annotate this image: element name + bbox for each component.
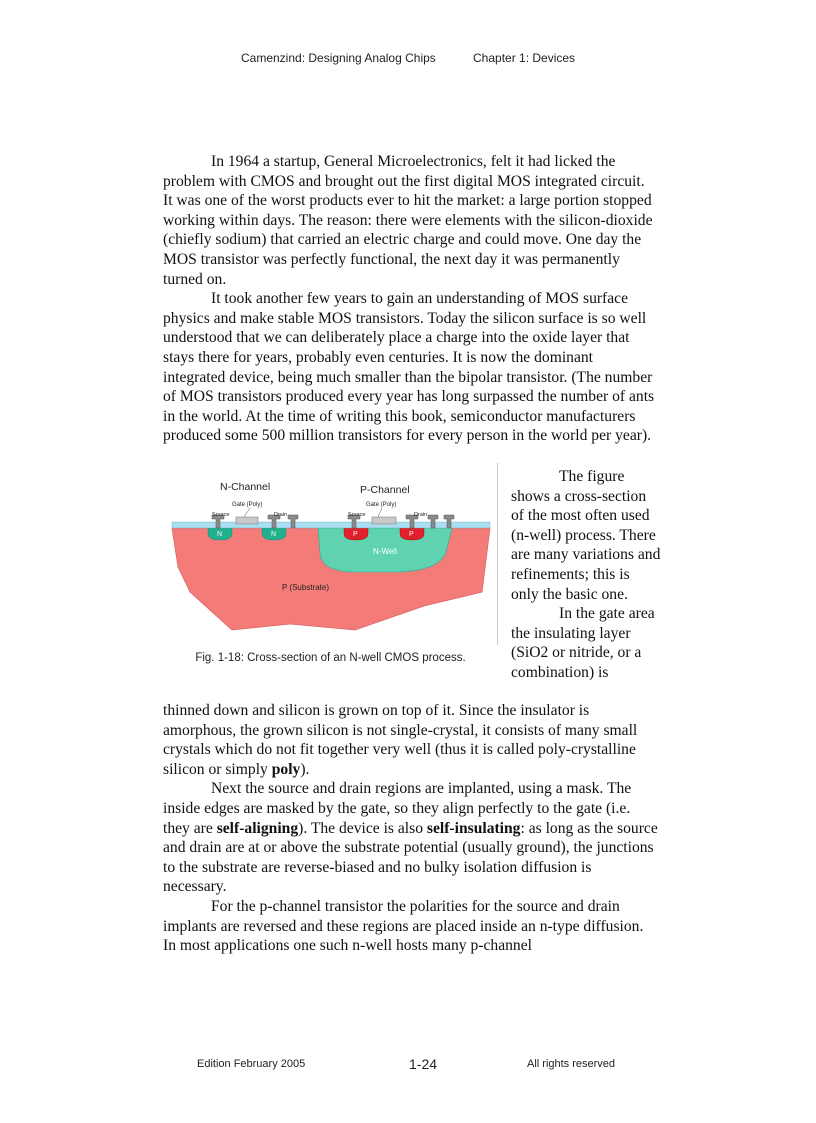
- paragraph-6: For the p-channel transistor the polarities for the source and drain implants are reversed and these regions are placed inside an n-type diffusion. In most applications one such n-well hosts many p-channel: [163, 897, 644, 955]
- figure-caption: Fig. 1-18: Cross-section of an N-well CMOS process.: [195, 652, 466, 664]
- term-poly: poly: [271, 760, 301, 778]
- label-nwell: N-Well: [373, 547, 397, 556]
- footer-rights: All rights reserved: [527, 1058, 616, 1070]
- body-text-top: [163, 152, 658, 446]
- header-left-title: Camenzind: Designing Analog Chips: [241, 51, 436, 65]
- leader-p-gate: [378, 508, 382, 517]
- cmos-cross-section-figure: [170, 472, 494, 642]
- p5-text-c: : as long as the source and drain are at or above the substrate potential (usually ground), the junctions to the substrate are reverse-biased and no bulky isolation diffusion is necessary.: [163, 819, 658, 896]
- label-n-drain-region: N: [271, 531, 277, 538]
- label-p-gate: Gate (Poly): [366, 502, 397, 508]
- label-p-drain: Drain: [414, 512, 428, 518]
- p4-text-b: ).: [300, 760, 310, 778]
- label-p-source-region: P: [353, 531, 358, 538]
- paragraph-4-continued: [163, 701, 658, 779]
- p-gate: [372, 517, 396, 524]
- label-substrate: P (Substrate): [282, 583, 329, 592]
- label-p-channel: P-Channel: [360, 484, 410, 496]
- term-self-aligning: self-aligning: [216, 819, 299, 837]
- p5-text-a: Next the source and drain regions are implanted, using a mask. The inside edges are masked by the gate, so they align perfectly to the gate (i.e. they are: [163, 780, 632, 837]
- header-chapter: Chapter 1: Devices: [473, 51, 576, 65]
- body-text-bottom: [163, 701, 658, 956]
- paragraph-1: In 1964 a startup, General Microelectronics, felt it had licked the problem with CMOS and brought out the first digital MOS integrated circuit. It was one of the worst products ever to hit the market: a large portion stopped working within days. The reason: there were elements with the silicon-dioxide (chiefly sodium) that carried an electric charge and could move. One day the MOS transistor was perfectly functional, the next day it was permanently turned on.: [163, 153, 653, 288]
- label-p-source: Source: [348, 512, 366, 518]
- column-divider: [497, 463, 498, 645]
- paragraph-2: It took another few years to gain an understanding of MOS surface physics and make stable MOS transistors. Today the silicon surface is so well understood that we can deliberately place a charge into the oxide layer that stays there for years, probably even centuries. It is now the dominant integrated device, being much smaller than the bipolar transistor. (The number of MOS transistors produced every year has long surpassed the number of ants in the world. At the time of writing this book, semiconductor manufacturers produced some 500 million transistors for every person in the world per year).: [163, 290, 655, 445]
- paragraph-5: [163, 779, 658, 897]
- page-number: 1-24: [409, 1056, 438, 1072]
- paragraph-3: The figure shows a cross-section of the most often used (n-well) process. There are many variations and refinements; this is only the basic one.: [511, 468, 661, 603]
- label-n-source: Source: [212, 512, 230, 518]
- side-column-text: [511, 467, 661, 683]
- label-n-source-region: N: [217, 531, 223, 538]
- p5-text-b: ). The device is also: [298, 819, 427, 837]
- term-self-insulating: self-insulating: [426, 819, 521, 837]
- label-n-drain: Drain: [274, 512, 288, 518]
- label-p-drain-region: P: [409, 531, 414, 538]
- p4-text-a: thinned down and silicon is grown on top of it. Since the insulator is amorphous, the grown silicon is not single-crystal, it consists of many small crystals which do not fit together very well (thus it is called poly-crystalline silicon or simply: [163, 702, 638, 778]
- leader-n-gate: [244, 508, 250, 517]
- paragraph-4-start: In the gate area the insulating layer (SiO2 or nitride, or a combination) is: [511, 605, 655, 681]
- label-n-gate: Gate (Poly): [232, 502, 263, 508]
- label-n-channel: N-Channel: [220, 481, 271, 493]
- footer-edition: Edition February 2005: [197, 1058, 306, 1070]
- n-gate: [236, 517, 258, 524]
